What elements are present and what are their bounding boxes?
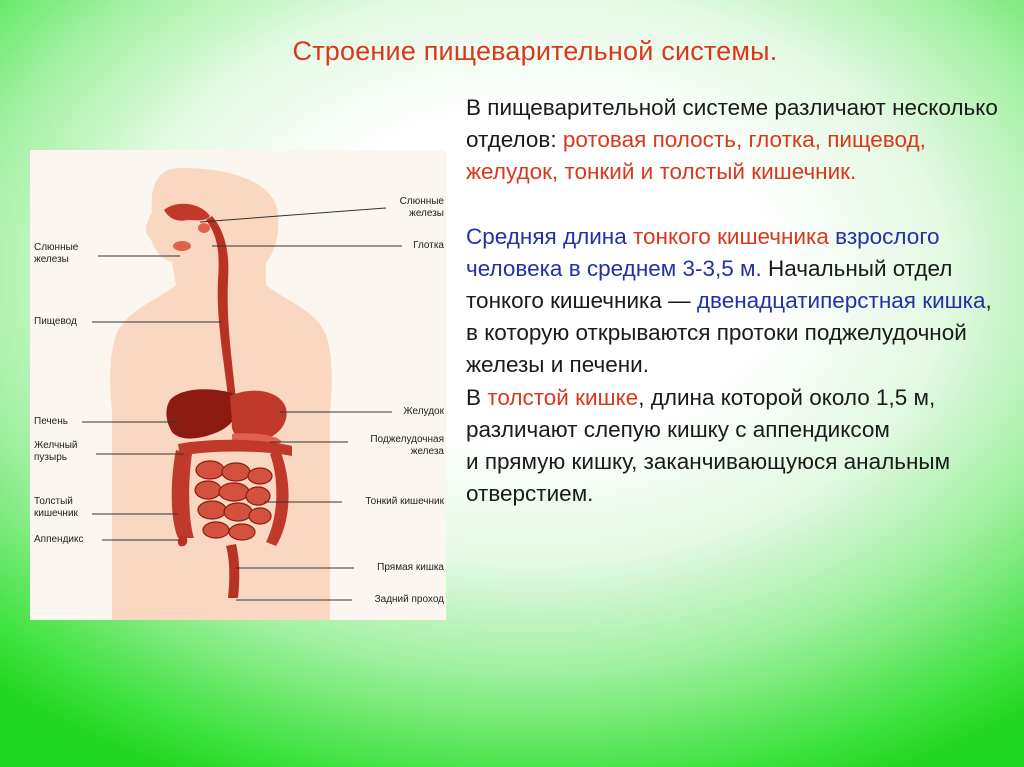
label-pharynx: Глотка xyxy=(413,240,444,251)
label-gallbladder: Желчный пузырь xyxy=(34,440,78,463)
spacer xyxy=(466,189,1006,221)
digestive-system-diagram xyxy=(30,150,446,620)
label-esophagus: Пищевод xyxy=(34,316,77,327)
label-salivary-glands-left: Слюнные железы xyxy=(34,242,79,265)
text-organs-list: ротовая полость, глотка, пищевод, желудок, тонкий и толстый кишечник. xyxy=(466,127,926,185)
text-plain: В xyxy=(466,384,488,410)
text-blue: Средняя длина xyxy=(466,223,633,249)
label-appendix: Аппендикс xyxy=(34,534,84,545)
text-plain: , длина которой около 1,5 м, различают слепую кишку с аппендиксом xyxy=(466,384,936,442)
paragraph-digestive-sections xyxy=(466,92,1006,189)
label-salivary-glands-right: Слюнные железы xyxy=(399,196,444,219)
slide-title: Строение пищеварительной системы. xyxy=(292,36,778,66)
text-blue: взрослого человека в среднем 3-3,5 м. xyxy=(466,223,940,281)
label-large-intestine: Толстый кишечник xyxy=(34,496,78,519)
text-large-intestine: толстой кишке xyxy=(487,384,639,410)
text-plain: В пищеварительной системе различают несколько отделов: xyxy=(466,95,998,153)
paragraph-rectum: и прямую кишку, заканчивающуюся анальным отверстием. xyxy=(466,449,951,507)
text-duodenum: двенадцатиперстная кишка xyxy=(696,288,986,314)
text-plain: , в которую открываются протоки поджелудочной железы и печени. xyxy=(466,288,992,378)
label-small-intestine: Тонкий кишечник xyxy=(365,496,444,507)
paragraph-small-intestine xyxy=(466,221,1006,382)
label-stomach: Желудок xyxy=(403,406,444,417)
text-content xyxy=(466,92,1006,510)
label-liver: Печень xyxy=(34,416,68,427)
label-anus: Задний проход xyxy=(374,594,444,605)
text-plain: Начальный отдел тонкого кишечника — xyxy=(466,255,953,314)
salivary-gland xyxy=(198,223,210,233)
label-pancreas: Поджелудочная железа xyxy=(370,434,444,457)
text-small-intestine: тонкого кишечника xyxy=(632,223,829,249)
label-rectum: Прямая кишка xyxy=(377,562,444,573)
paragraph-large-intestine xyxy=(466,382,1006,446)
digestive-illustration xyxy=(30,150,446,620)
salivary-gland xyxy=(173,241,191,251)
